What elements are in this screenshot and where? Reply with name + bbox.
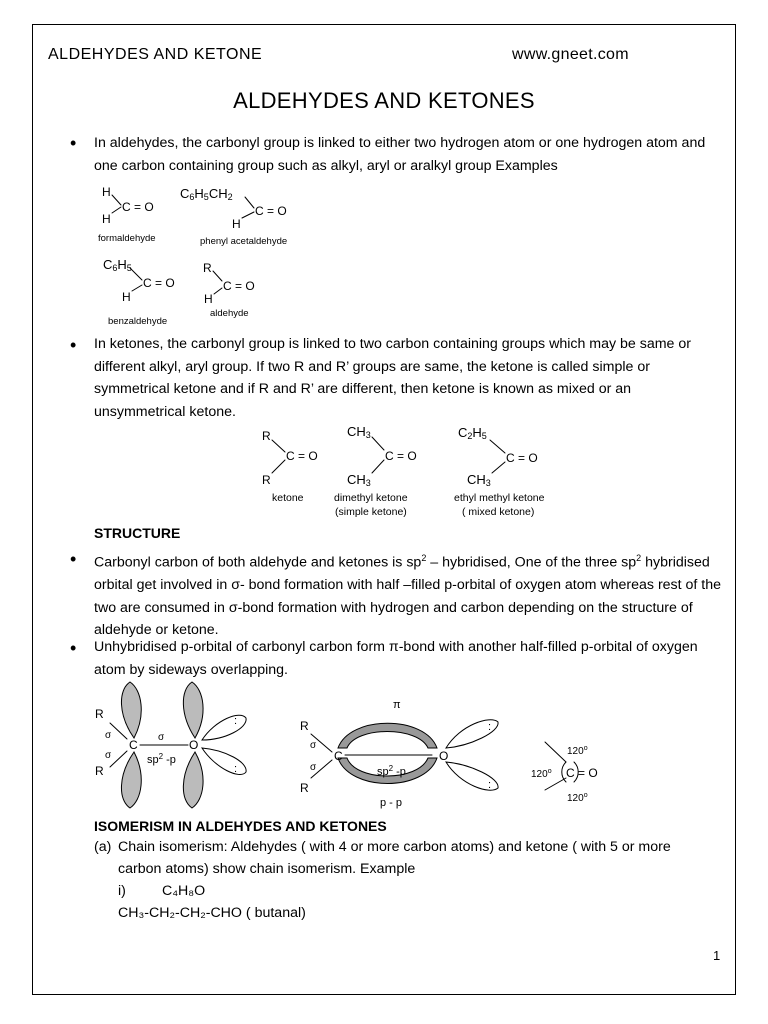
svg-text:C: C	[334, 749, 343, 763]
svg-text::: :	[488, 721, 492, 733]
svg-text:C = O: C = O	[143, 276, 175, 290]
svg-text:CH3: CH3	[347, 472, 371, 488]
svg-text:120o: 120$^o$	[567, 745, 588, 757]
trigonal-planar-diagram	[531, 742, 598, 804]
bullet-dot: •	[70, 549, 77, 569]
hybridisation-paragraph: Carbonyl carbon of both aldehyde and ketones is $sp^2$ – hybridised, One of the three $sp^2$ hybridised orbital get involved in σ- bond formation with half –filled p-orbital of oxygen atom whereas rest of the two are consumed in σ-bond formation with hydrogen and carbon depending on the structure of aldehyde or ketone.	[94, 553, 722, 639]
svg-text:O: O	[439, 749, 449, 763]
svg-text:C = O: C = O	[223, 279, 255, 293]
molecular-formula: C₄H₈O	[162, 883, 206, 899]
svg-text:O: O	[189, 738, 199, 752]
phenyl-acetaldehyde-structure	[180, 186, 287, 247]
svg-text:R: R	[262, 429, 271, 443]
ketone-paragraph: In ketones, the carbonyl group is linked to two carbon containing groups which may be same or different alkyl, aryl group. If two R and R’ groups are same, the ketone is called simple or symmetrical ketone and if R and R’ are different, then ketone is known as mixed or an unsymmetrical ketone.	[94, 336, 691, 420]
svg-text:C = O: C = O	[385, 449, 417, 463]
structure-heading: STRUCTURE	[94, 525, 181, 541]
svg-text::: :	[234, 715, 238, 727]
svg-text:C6H5CH2: C6H5CH2	[180, 186, 233, 202]
page-number: 1	[713, 948, 721, 963]
svg-text:H: H	[204, 292, 213, 306]
svg-text:C = O: C = O	[286, 449, 318, 463]
bullet-dot: •	[70, 133, 77, 153]
header-website: www.gneet.com	[512, 46, 629, 63]
svg-text:CH3: CH3	[347, 424, 371, 440]
item-a-label: (a)	[94, 839, 112, 855]
svg-text:H: H	[102, 212, 111, 226]
svg-text:120o: 120$^o$	[567, 792, 588, 804]
svg-text:phenyl acetaldehyde: phenyl acetaldehyde	[200, 236, 288, 247]
header-title: ALDEHYDES AND KETONE	[48, 46, 263, 63]
svg-text:(simple ketone): (simple ketone)	[335, 506, 407, 518]
svg-text:CH3: CH3	[467, 472, 491, 488]
sigma-bond-orbital-diagram	[95, 682, 246, 808]
butanal-formula: CH₃-CH₂-CH₂-CHO ( butanal)	[118, 905, 306, 921]
svg-text:C = O: C = O	[122, 200, 154, 214]
pi-bond-paragraph: Unhybridised p-orbital of carbonyl carbon form π-bond with another half-filled p-orbital of oxygen atom by sideways overlapping.	[94, 639, 698, 678]
svg-text:σ: σ	[105, 730, 112, 741]
svg-text:C = O: C = O	[506, 451, 538, 465]
svg-text:σ: σ	[158, 732, 165, 743]
svg-text::: :	[234, 763, 238, 775]
svg-text:C6H5: C6H5	[103, 257, 132, 273]
svg-text:C = O: C = O	[255, 204, 287, 218]
svg-text:σ: σ	[105, 750, 112, 761]
dimethyl-ketone-structure	[334, 424, 417, 518]
svg-text:C2H5: C2H5	[458, 425, 487, 441]
ethyl-methyl-ketone-structure	[454, 425, 545, 518]
svg-text:aldehyde: aldehyde	[210, 308, 249, 319]
svg-text:H: H	[102, 185, 111, 199]
svg-text:( mixed ketone): ( mixed ketone)	[462, 506, 535, 518]
svg-text:R: R	[300, 719, 309, 733]
chain-isomerism-text: Chain isomerism: Aldehydes ( with 4 or more carbon atoms) and ketone ( with 5 or more	[118, 839, 671, 855]
svg-text:R: R	[300, 781, 309, 795]
svg-text:formaldehyde: formaldehyde	[98, 233, 156, 244]
svg-text:R: R	[203, 261, 212, 275]
pi-bond-orbital-diagram	[300, 699, 498, 809]
example-i-label: i)	[118, 883, 126, 899]
svg-text:R: R	[262, 473, 271, 487]
generic-ketone-structure	[262, 429, 318, 504]
svg-text:π: π	[393, 699, 401, 711]
isomerism-heading: ISOMERISM IN ALDEHYDES AND KETONES	[94, 818, 387, 834]
svg-text:σ: σ	[310, 740, 317, 751]
svg-text:C: C	[566, 766, 575, 780]
svg-text:ketone: ketone	[272, 492, 304, 504]
svg-text:sp2 -p: $sp^2$ -p	[147, 752, 176, 766]
svg-text:sp2 -p: $sp^2$ -p	[377, 764, 406, 778]
chain-isomerism-text-cont: carbon atoms) show chain isomerism. Example	[118, 861, 416, 877]
svg-text:ethyl methyl ketone: ethyl methyl ketone	[454, 492, 545, 504]
svg-text:H: H	[122, 290, 131, 304]
svg-text:= O: = O	[578, 766, 598, 780]
svg-text:σ: σ	[310, 762, 317, 773]
benzaldehyde-structure	[103, 257, 175, 327]
generic-aldehyde-structure	[203, 261, 255, 319]
page-title: ALDEHYDES AND KETONES	[233, 88, 535, 113]
bullet-dot: •	[70, 335, 77, 355]
svg-text::: :	[488, 779, 492, 791]
bullet-dot: •	[70, 638, 77, 658]
svg-text:H: H	[232, 217, 241, 231]
svg-text:C: C	[129, 738, 138, 752]
svg-text:R: R	[95, 707, 104, 721]
svg-text:benzaldehyde: benzaldehyde	[108, 316, 168, 327]
svg-text:p - p: p - p	[380, 797, 403, 809]
formaldehyde-structure	[98, 185, 156, 244]
aldehyde-paragraph: In aldehydes, the carbonyl group is linked to either two hydrogen atom or one hydrogen atom and one carbon containing group such as alkyl, aryl or aralkyl group Examples	[94, 135, 706, 174]
svg-text:R: R	[95, 764, 104, 778]
svg-text:dimethyl ketone: dimethyl ketone	[334, 492, 408, 504]
svg-text:120o: 120$^o$	[531, 768, 552, 780]
